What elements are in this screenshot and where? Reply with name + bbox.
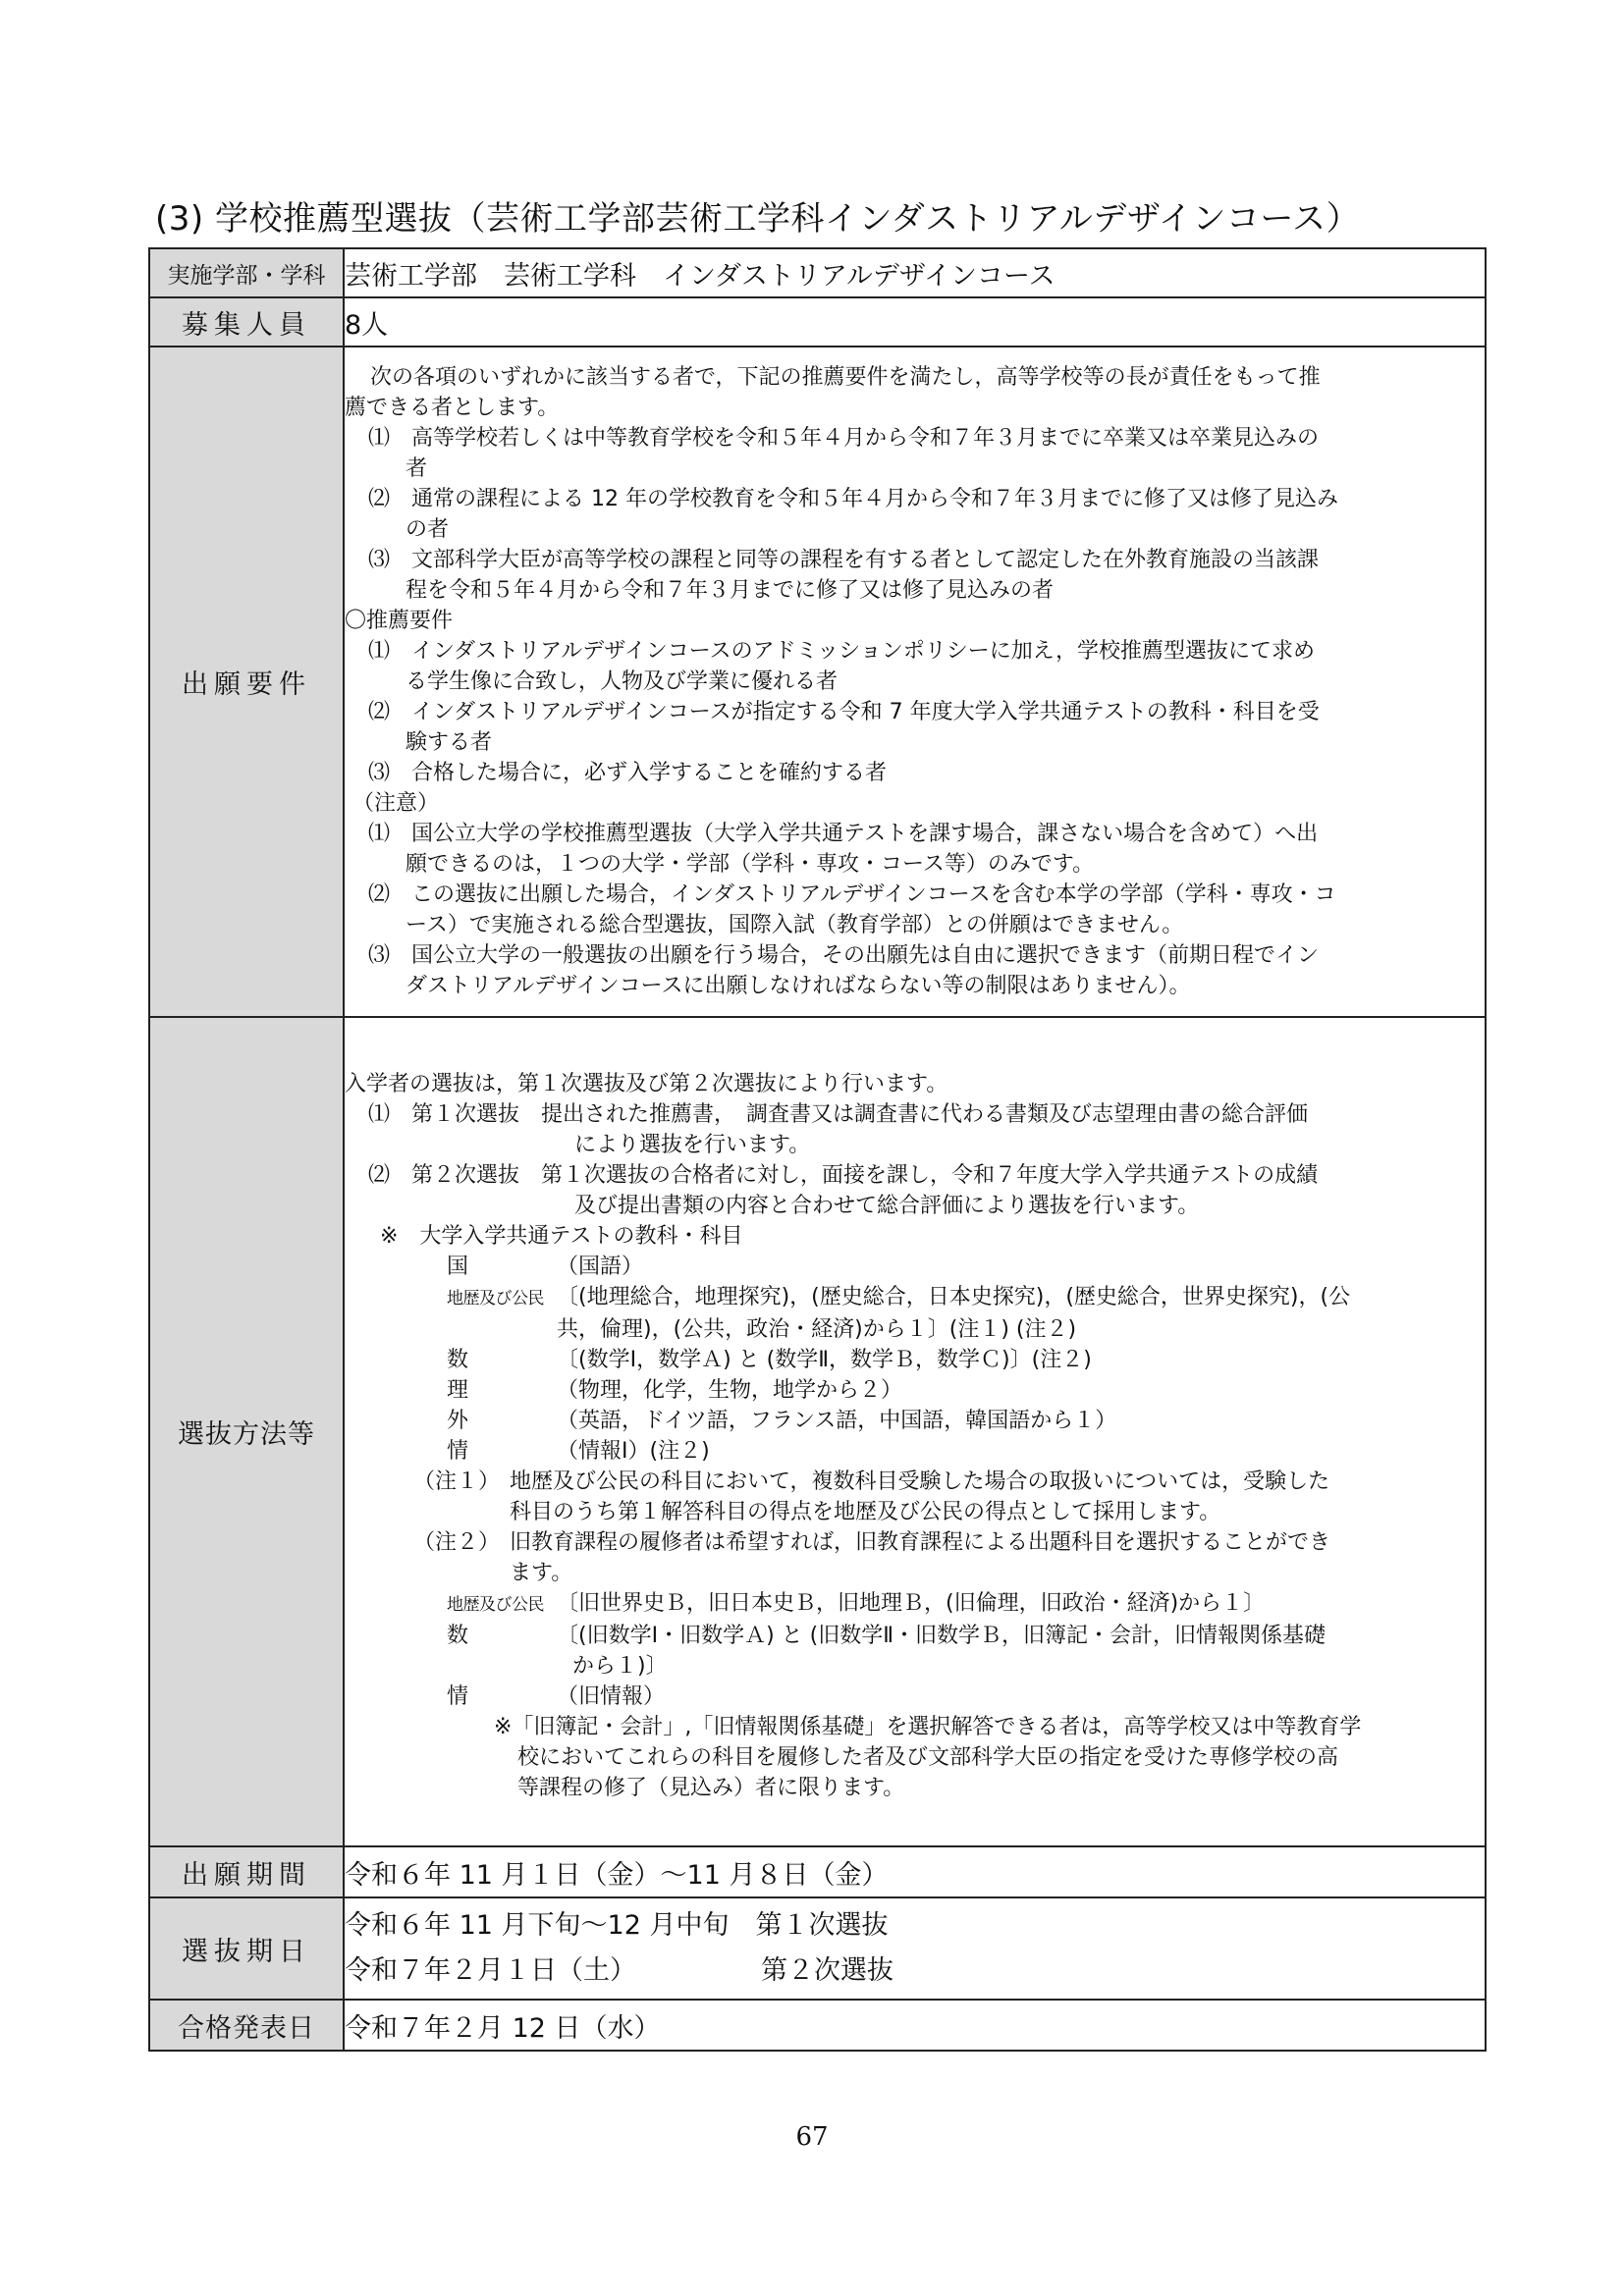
subject-name: 地歴及び公民 — [447, 1288, 544, 1308]
stage2-line: 及び提出書類の内容と合わせて総合評価により選抜を行います。 — [574, 1193, 1200, 1218]
subject-detail: （国語） — [557, 1254, 644, 1279]
old-subject-name: 地歴及び公民 — [447, 1594, 544, 1615]
req-line: 願できるのは，１つの大学・学部（学科・専攻・コース等）のみです。 — [406, 852, 1095, 877]
subject-name: 数 — [447, 1347, 469, 1372]
subject-name: 外 — [447, 1408, 469, 1433]
test-subjects-heading: ※ 大学入学共通テストの教科・科目 — [380, 1223, 743, 1249]
req-line: （注意） — [352, 791, 440, 816]
subject-row — [345, 1345, 1485, 1375]
subject-row — [345, 1282, 1485, 1314]
value-application-period: 令和６年 11 月１日（金）～11 月８日（金） — [344, 1846, 1486, 1897]
subject-detail: 〔(地理総合，地理探究)，(歴史総合，日本史探究)，(歴史総合，世界史探究)，(公 — [557, 1284, 1351, 1309]
old-subject-name: 情 — [447, 1683, 469, 1709]
old-subject-row — [345, 1651, 1485, 1682]
old-subject-detail: （旧情報） — [557, 1683, 666, 1709]
req-line: ⑶ 国公立大学の一般選抜の出願を行う場合，その出願先は自由に選択できます（前期日程でイン — [368, 943, 1320, 968]
exam-date-line2 — [345, 1949, 1485, 1994]
subject-name: 情 — [447, 1438, 469, 1464]
req-line: 次の各項のいずれかに該当する者で，下記の推薦要件を満たし，高等学校等の長が責任をもって推 — [370, 365, 1321, 390]
requirements-content — [344, 347, 1486, 1017]
stage1-line: ⑴ 第１次選抜 提出された推薦書， 調査書又は調査書に代わる書類及び志望理由書の総合評価 — [368, 1101, 1309, 1127]
req-line: る学生像に合致し，人物及び学業に優れる者 — [406, 669, 839, 694]
req-line: ⑵ 通常の課程による 12 年の学校教育を令和５年４月から令和７年３月までに修了又は修了見込み — [368, 487, 1338, 511]
note2-label: （注２） — [413, 1529, 501, 1555]
req-line: ⑴ インダストリアルデザインコースのアドミッションポリシーに加え，学校推薦型選抜にて求め — [368, 639, 1316, 664]
req-line: 者 — [406, 456, 428, 481]
value-announcement: 令和７年２月 12 日（水） — [344, 2000, 1486, 2051]
subject-row — [345, 1314, 1485, 1345]
subject-detail: （情報Ⅰ）(注２) — [557, 1438, 710, 1464]
row-announcement — [149, 2000, 1486, 2051]
req-line: ダストリアルデザインコースに出願しなければならない等の制限はありません）。 — [406, 974, 1191, 998]
old-subject-detail: 〔(旧数学Ⅰ・旧数学Ａ) と (旧数学Ⅱ・旧数学Ｂ，旧簿記・会計，旧情報関係基礎 — [557, 1623, 1326, 1648]
req-line: 薦できる者とします。 — [345, 396, 560, 420]
subject-detail: （物理，化学，生物，地学から２） — [557, 1377, 903, 1403]
subject-name: 国 — [447, 1254, 469, 1279]
section-title: (3) 学校推薦型選抜（芸術工学部芸術工学科インダストリアルデザインコース） — [155, 199, 1361, 239]
remark-line: 等課程の修了（見込み）者に限ります。 — [517, 1775, 905, 1800]
subject-row — [345, 1436, 1485, 1467]
exam-date-line1: 令和６年 11 月下旬～12 月中旬 第１次選抜 — [345, 1910, 889, 1941]
label-exam-dates: 選抜期日 — [149, 1897, 344, 2000]
row-faculty — [149, 248, 1486, 297]
page-number: 67 — [795, 2122, 829, 2152]
label-requirements: 出願要件 — [149, 347, 344, 1017]
row-application-period — [149, 1846, 1486, 1897]
req-line: の者 — [406, 517, 450, 542]
subject-detail: 共，倫理)，(公共，政治・経済)から１〕(注１) (注２) — [557, 1316, 1077, 1342]
label-announcement: 合格発表日 — [149, 2000, 344, 2051]
req-line: ⑵ インダストリアルデザインコースが指定する令和 7 年度大学入学共通テストの教科・科目を受 — [368, 700, 1320, 724]
note2-line: ます。 — [510, 1560, 573, 1585]
old-subject-detail: から１)〕 — [572, 1653, 668, 1679]
req-line: ース）で実施される総合型選抜，国際入試（教育学部）との併願はできません。 — [406, 913, 1184, 937]
note2-line — [345, 1527, 1485, 1558]
selection-content — [344, 1017, 1486, 1846]
req-line: ⑴ 高等学校若しくは中等教育学校を令和５年４月から令和７年３月までに卒業又は卒業見込みの — [368, 426, 1320, 451]
subject-name: 理 — [447, 1377, 469, 1403]
subject-row — [345, 1375, 1485, 1406]
req-line: 〇推薦要件 — [345, 609, 454, 633]
subject-detail: （英語，ドイツ語，フランス語，中国語，韓国語から１） — [557, 1408, 1117, 1433]
old-subject-row — [345, 1621, 1485, 1651]
admission-table — [148, 247, 1487, 2052]
row-requirements — [149, 347, 1486, 1017]
subject-row — [345, 1406, 1485, 1436]
value-capacity: 8人 — [344, 297, 1486, 347]
exam-stage-2: 第２次選抜 — [761, 1955, 893, 1986]
selection-intro: 入学者の選抜は，第１次選抜及び第２次選抜により行います。 — [345, 1071, 948, 1096]
req-line: ⑴ 国公立大学の学校推薦型選抜（大学入学共通テストを課す場合，課さない場合を含めて）へ出 — [368, 822, 1319, 846]
value-exam-dates — [344, 1897, 1486, 2000]
old-subject-row — [345, 1588, 1485, 1621]
stage1-line: により選抜を行います。 — [574, 1132, 811, 1157]
req-line: 験する者 — [406, 730, 493, 755]
note1-line — [345, 1467, 1485, 1497]
remark-line: 校においてこれらの科目を履修した者及び文部科学大臣の指定を受けた専修学校の高 — [517, 1744, 1339, 1770]
label-faculty: 実施学部・学科 — [149, 248, 344, 297]
subject-row — [345, 1252, 1485, 1282]
row-exam-dates — [149, 1897, 1486, 2000]
req-line: ⑶ 文部科学大臣が高等学校の課程と同等の課程を有する者として認定した在外教育施設の当該課 — [368, 548, 1320, 572]
req-line: ⑶ 合格した場合に，必ず入学することを確約する者 — [368, 761, 888, 785]
subject-detail: 〔(数学Ⅰ，数学Ａ) と (数学Ⅱ，数学Ｂ，数学Ｃ)〕(注２) — [557, 1347, 1092, 1372]
stage2-line: ⑵ 第２次選抜 第１次選抜の合格者に対し，面接を課し，令和７年度大学入学共通テストの成績 — [368, 1162, 1319, 1188]
note2-text: 旧教育課程の履修者は希望すれば，旧教育課程による出題科目を選択することができ — [510, 1529, 1331, 1555]
old-subject-detail: 〔旧世界史Ｂ，旧日本史Ｂ，旧地理Ｂ，(旧倫理，旧政治・経済)から１〕 — [557, 1590, 1266, 1616]
req-line: ⑵ この選抜に出願した場合，インダストリアルデザインコースを含む本学の学部（学科・専攻・コ — [368, 882, 1336, 907]
label-selection: 選抜方法等 — [149, 1017, 344, 1846]
old-subject-name: 数 — [447, 1623, 469, 1648]
remark-line: ※「旧簿記・会計」,「旧情報関係基礎」を選択解答できる者は，高等学校又は中等教育学 — [494, 1714, 1362, 1739]
label-capacity: 募集人員 — [149, 297, 344, 347]
row-capacity — [149, 297, 1486, 347]
value-faculty: 芸術工学部 芸術工学科 インダストリアルデザインコース — [344, 248, 1486, 297]
req-line: 程を令和５年４月から令和７年３月までに修了又は修了見込みの者 — [406, 578, 1055, 603]
exam-date-2: 令和７年２月１日（土） — [345, 1955, 636, 1986]
label-application-period: 出願期間 — [149, 1846, 344, 1897]
note1-text: 地歴及び公民の科目において，複数科目受験した場合の取扱いについては，受験した — [510, 1468, 1330, 1494]
note1-line: 科目のうち第１解答科目の得点を地歴及び公民の得点として採用します。 — [510, 1499, 1221, 1524]
old-subject-row — [345, 1682, 1485, 1712]
row-selection — [149, 1017, 1486, 1846]
note1-label: （注１） — [413, 1468, 501, 1494]
